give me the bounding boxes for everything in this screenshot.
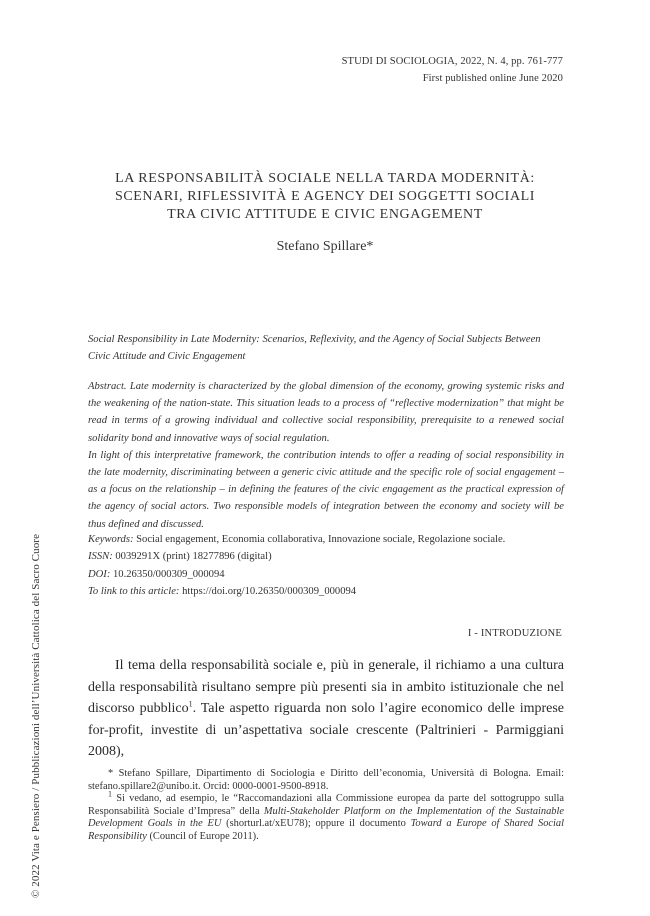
doi-label: DOI: xyxy=(88,568,111,580)
footnote-text: (Council of Europe 2011). xyxy=(146,830,259,842)
english-title: Social Responsibility in Late Modernity: Scenarios, Reflexivity, and the Agency of Social Subjects Between Civic Attitude and Civic Engagement xyxy=(88,334,541,363)
copyright-text: © 2022 Vita e Pensiero / Pubblicazioni dell’Università Cattolica del Sacro Cuore xyxy=(30,533,42,898)
author-name: Stefano Spillare* xyxy=(276,239,374,254)
article-link-line xyxy=(88,583,564,600)
footnote-text: Si vedano, ad esempio, le “Raccomandazioni alla Commissione europea da parte del sottogruppo sulla Responsabilità Sociale d’Impresa” della xyxy=(88,793,564,817)
article-title-line-3: TRA CIVIC ATTITUDE E CIVIC ENGAGEMENT xyxy=(167,207,483,222)
body-paragraph xyxy=(88,655,564,763)
article-link[interactable]: https://doi.org/10.26350/000309_000094 xyxy=(179,585,357,597)
article-title-line-2: SCENARI, RIFLESSIVITÀ E AGENCY DEI SOGGETTI SOCIALI xyxy=(114,189,536,204)
keywords-label: Keywords: xyxy=(88,534,134,545)
footnote-text: (shorturl.at/xEU78); oppure il documento xyxy=(221,818,411,830)
keywords-line xyxy=(88,531,564,548)
footnote-text-italic: Multi-Stakeholder Platform on the Implementation of the Sustainable Development Goals in the EU xyxy=(88,805,564,830)
body-text xyxy=(88,655,564,763)
article-metadata xyxy=(88,531,564,600)
footnote-text-italic: Toward a Europe of Shared Social Responsibility xyxy=(88,818,564,842)
footnote-1 xyxy=(88,789,564,843)
issn-label: ISSN: xyxy=(88,551,113,563)
body-text-part: . Tale aspetto riguarda non solo l’agire economico delle imprese for-profit, investite di un’aspettativa sociale crescente (Paltrinieri - Parmiggiani 2008), xyxy=(88,701,565,760)
abstract-paragraph-1: Abstract. Late modernity is characterized by the global dimension of the economy, growing systemic risks and the weakening of the nation-state. This situation leads to a process of “reflective modernization” that might be read in terms of a growing individual and collective social responsibility, prerequisite to a renewed social solidarity bond and innovative ways of social regulation. xyxy=(88,381,564,444)
body-text-part: Il tema della responsabilità sociale e, più in generale, il richiamo a una cultura della responsabilità risultano sempre più presenti sia in ambito istituzionale che nel discorso pubblico xyxy=(88,658,564,717)
footnote-1-number: 1 xyxy=(108,789,112,799)
abstract xyxy=(88,378,564,533)
article-title-line-1: LA RESPONSABILITÀ SOCIALE NELLA TARDA MODERNITÀ: xyxy=(115,171,535,186)
abstract-paragraph-2: In light of this interpretative framework, the contribution intends to offer a reading of social responsibility in the late modernity, discriminating between a generic civic attitude and the specific role of social engagement – as a focus on the relationship – in defining the features of the civic engagement as the practical expression of the agency of social actors. Two responsible models of integration between the economy and society will be thus defined and discussed. xyxy=(88,449,564,530)
publication-date-line: First published online June 2020 xyxy=(422,73,563,84)
keywords-value: Social engagement, Economia collaborativa, Innovazione sociale, Regolazione sociale. xyxy=(133,534,506,545)
footnotes xyxy=(88,768,564,844)
issn-line xyxy=(88,548,564,565)
doi-value: 10.26350/000309_000094 xyxy=(110,568,225,580)
footnote-author: * Stefano Spillare, Dipartimento di Sociologia e Diritto dell’economia, Università di Bologna. Email: stefano.spillare2@unibo.it. Orcid: 0000-0001-9500-8918. xyxy=(88,768,564,792)
issn-value: 0039291X (print) 18277896 (digital) xyxy=(112,551,272,563)
section-heading: I - INTRODUZIONE xyxy=(467,628,562,639)
article-link-label: To link to this article: xyxy=(88,585,180,597)
journal-citation: STUDI DI SOCIOLOGIA, 2022, N. 4, pp. 761-777 xyxy=(341,56,563,67)
footnote-ref-1[interactable]: 1 xyxy=(188,699,193,709)
doi-line xyxy=(88,566,564,583)
